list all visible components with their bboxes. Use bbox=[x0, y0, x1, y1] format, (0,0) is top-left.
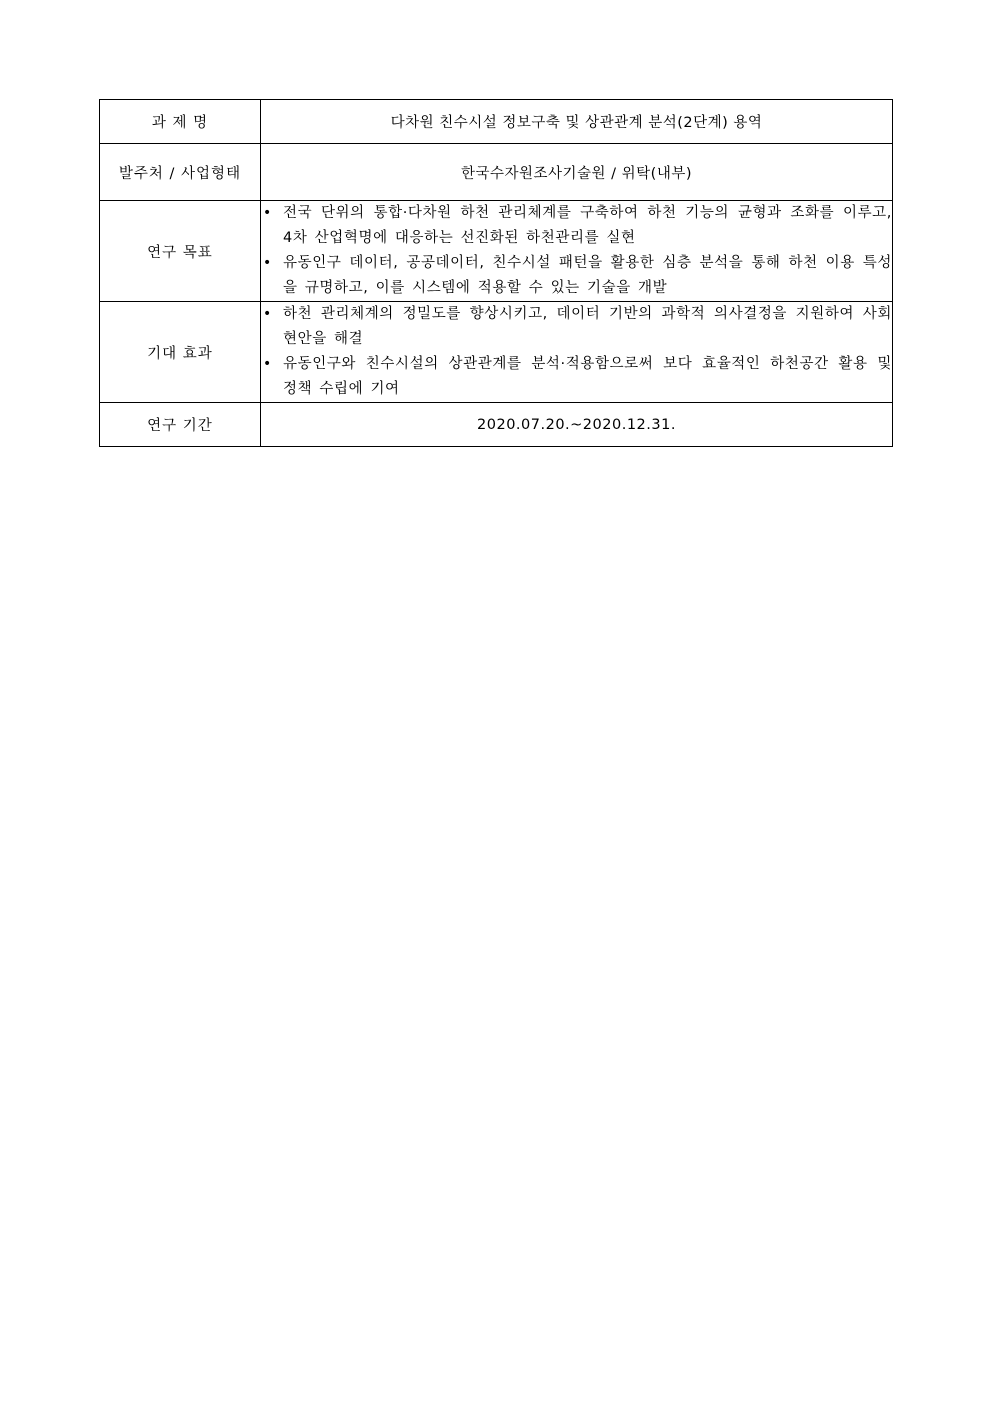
project-title-row bbox=[100, 100, 893, 144]
project-title-value: 다차원 친수시설 정보구축 및 상관관계 분석(2단계) 용역 bbox=[261, 100, 893, 144]
list-item bbox=[261, 201, 892, 251]
research-period-label: 연구 기간 bbox=[100, 403, 261, 447]
project-title-label: 과 제 명 bbox=[100, 100, 261, 144]
bullet-icon: • bbox=[263, 306, 272, 322]
client-row bbox=[100, 144, 893, 201]
bullet-icon: • bbox=[263, 255, 272, 271]
research-period-value: 2020.07.20.~2020.12.31. bbox=[261, 403, 893, 447]
research-goal-content bbox=[261, 201, 893, 302]
expected-effect-text: 유동인구와 친수시설의 상관관계를 분석·적용함으로써 보다 효율적인 하천공간 활용 및 정책 수립에 기여 bbox=[283, 356, 892, 397]
bullet-icon: • bbox=[263, 356, 272, 372]
research-goal-label: 연구 목표 bbox=[100, 201, 261, 302]
research-goal-text: 전국 단위의 통합·다차원 하천 관리체계를 구축하여 하천 기능의 균형과 조화를 이루고, 4차 산업혁명에 대응하는 선진화된 하천관리를 실현 bbox=[283, 205, 892, 246]
list-item bbox=[261, 352, 892, 402]
client-value: 한국수자원조사기술원 / 위탁(내부) bbox=[261, 144, 893, 201]
list-item bbox=[261, 251, 892, 301]
project-summary-table bbox=[99, 99, 893, 447]
research-goal-row bbox=[100, 201, 893, 302]
research-period-row bbox=[100, 403, 893, 447]
expected-effect-row bbox=[100, 302, 893, 403]
research-goal-text: 유동인구 데이터, 공공데이터, 친수시설 패턴을 활용한 심층 분석을 통해 하천 이용 특성을 규명하고, 이를 시스템에 적용할 수 있는 기술을 개발 bbox=[283, 255, 892, 296]
expected-effect-list bbox=[261, 302, 892, 402]
list-item bbox=[261, 302, 892, 352]
bullet-icon: • bbox=[263, 205, 272, 221]
research-goal-list bbox=[261, 201, 892, 301]
expected-effect-text: 하천 관리체계의 정밀도를 향상시키고, 데이터 기반의 과학적 의사결정을 지원하여 사회 현안을 해결 bbox=[283, 306, 892, 347]
expected-effect-label: 기대 효과 bbox=[100, 302, 261, 403]
expected-effect-content bbox=[261, 302, 893, 403]
client-label: 발주처 / 사업형태 bbox=[100, 144, 261, 201]
